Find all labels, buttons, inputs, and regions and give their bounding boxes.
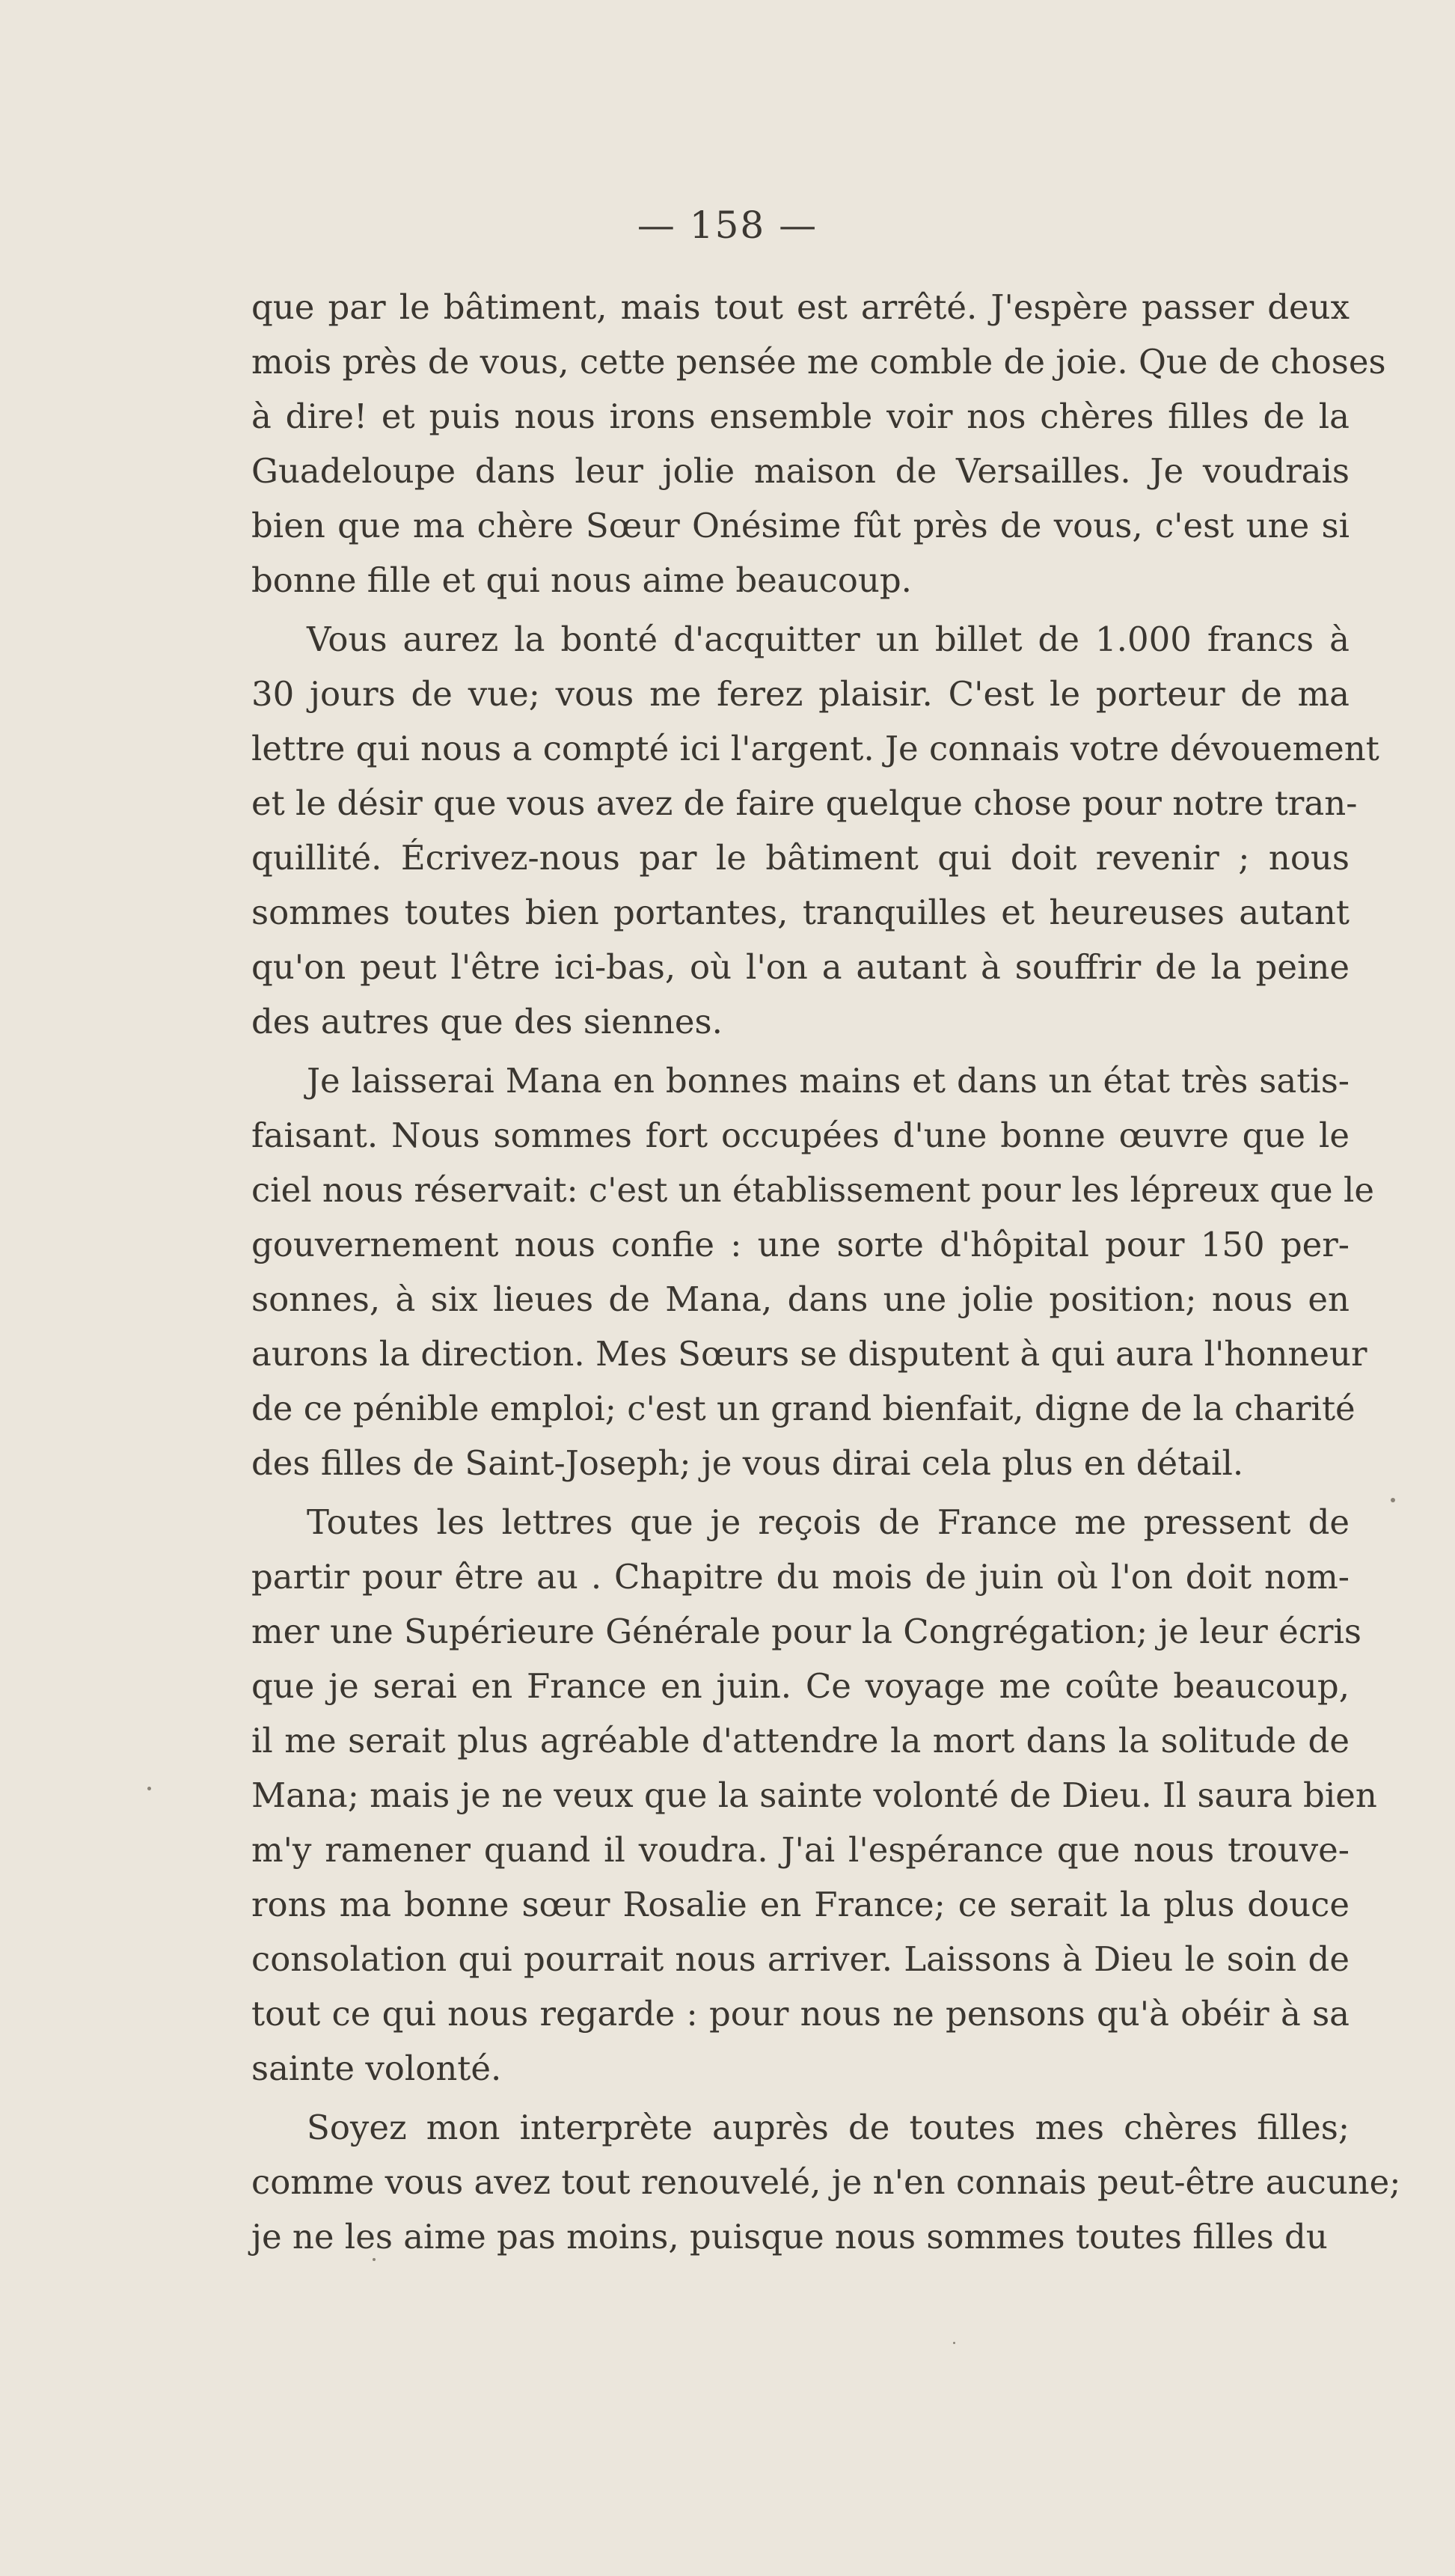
paragraph xyxy=(251,280,1386,608)
text-line: bonne fille et qui nous aime beaucoup. xyxy=(251,560,912,600)
text-line: des filles de Saint-Joseph; je vous dirai cela plus en détail. xyxy=(251,1443,1244,1483)
text-line: il me serait plus agréable d'attendre la mort dans la solitude de xyxy=(251,1721,1350,1760)
paragraph xyxy=(251,2100,1401,2264)
print-speck xyxy=(1391,1498,1395,1502)
text-line: 30 jours de vue; vous me ferez plaisir. C'est le porteur de ma xyxy=(251,674,1350,714)
text-line: Mana; mais je ne veux que la sainte volonté de Dieu. Il saura bien xyxy=(251,1775,1377,1815)
text-line: bien que ma chère Sœur Onésime fût près de vous, c'est une si xyxy=(251,506,1350,545)
text-line: que par le bâtiment, mais tout est arrêté. J'espère passer deux xyxy=(251,287,1350,327)
text-line: Soyez mon interprète auprès de toutes mes chères filles; xyxy=(307,2108,1350,2147)
text-line: que je serai en France en juin. Ce voyage me coûte beaucoup, xyxy=(251,1666,1350,1706)
text-line: faisant. Nous sommes fort occupées d'une bonne œuvre que le xyxy=(251,1116,1350,1155)
text-line: Toutes les lettres que je reçois de France me pressent de xyxy=(307,1502,1350,1542)
text-line: quillité. Écrivez-nous par le bâtiment qui doit revenir ; nous xyxy=(251,838,1350,878)
text-line: tout ce qui nous regarde : pour nous ne pensons qu'à obéir à sa xyxy=(251,1994,1350,2034)
text-line: sommes toutes bien portantes, tranquilles et heureuses autant xyxy=(251,893,1350,932)
paragraph xyxy=(251,612,1379,1049)
text-line: mois près de vous, cette pensée me comble de joie. Que de choses xyxy=(251,342,1386,382)
text-line: Vous aurez la bonté d'acquitter un billet de 1.000 francs à xyxy=(307,619,1350,659)
text-line: à dire! et puis nous irons ensemble voir nos chères filles de la xyxy=(251,397,1350,436)
text-line: ciel nous réservait: c'est un établissement pour les lépreux que le xyxy=(251,1170,1375,1210)
text-line: aurons la direction. Mes Sœurs se disputent à qui aura l'honneur xyxy=(251,1334,1367,1374)
text-line: je ne les aime pas moins, puisque nous sommes toutes filles du xyxy=(251,2217,1328,2257)
page-number: — 158 — xyxy=(637,204,818,247)
text-line: des autres que des siennes. xyxy=(251,1002,723,1041)
print-speck xyxy=(373,2258,376,2261)
paragraph xyxy=(251,1053,1375,1490)
text-line: partir pour être au . Chapitre du mois de juin où l'on doit nom- xyxy=(251,1557,1350,1597)
text-line: m'y ramener quand il voudra. J'ai l'espérance que nous trouve- xyxy=(251,1830,1350,1870)
text-line: de ce pénible emploi; c'est un grand bienfait, digne de la charité xyxy=(251,1389,1356,1428)
body-text xyxy=(251,280,1401,2268)
print-speck xyxy=(147,1787,151,1790)
paragraph xyxy=(251,1495,1377,2096)
text-line: consolation qui pourrait nous arriver. Laissons à Dieu le soin de xyxy=(251,1939,1350,1979)
text-line: rons ma bonne sœur Rosalie en France; ce serait la plus douce xyxy=(251,1885,1350,1924)
text-line: Je laisserai Mana en bonnes mains et dans un état très satis- xyxy=(307,1061,1350,1101)
text-line: gouvernement nous confie : une sorte d'hôpital pour 150 per- xyxy=(251,1225,1350,1264)
text-line: lettre qui nous a compté ici l'argent. Je connais votre dévouement xyxy=(251,729,1379,768)
text-line: et le désir que vous avez de faire quelque chose pour notre tran- xyxy=(251,783,1358,823)
text-line: mer une Supérieure Générale pour la Congrégation; je leur écris xyxy=(251,1612,1361,1651)
text-line: sonnes, à six lieues de Mana, dans une jolie position; nous en xyxy=(251,1279,1350,1319)
text-line: Guadeloupe dans leur jolie maison de Versailles. Je voudrais xyxy=(251,451,1350,491)
text-line: qu'on peut l'être ici-bas, où l'on a autant à souffrir de la peine xyxy=(251,947,1350,987)
print-speck xyxy=(953,2342,955,2344)
text-line: sainte volonté. xyxy=(251,2049,502,2088)
text-line: comme vous avez tout renouvelé, je n'en connais peut-être aucune; xyxy=(251,2162,1401,2202)
